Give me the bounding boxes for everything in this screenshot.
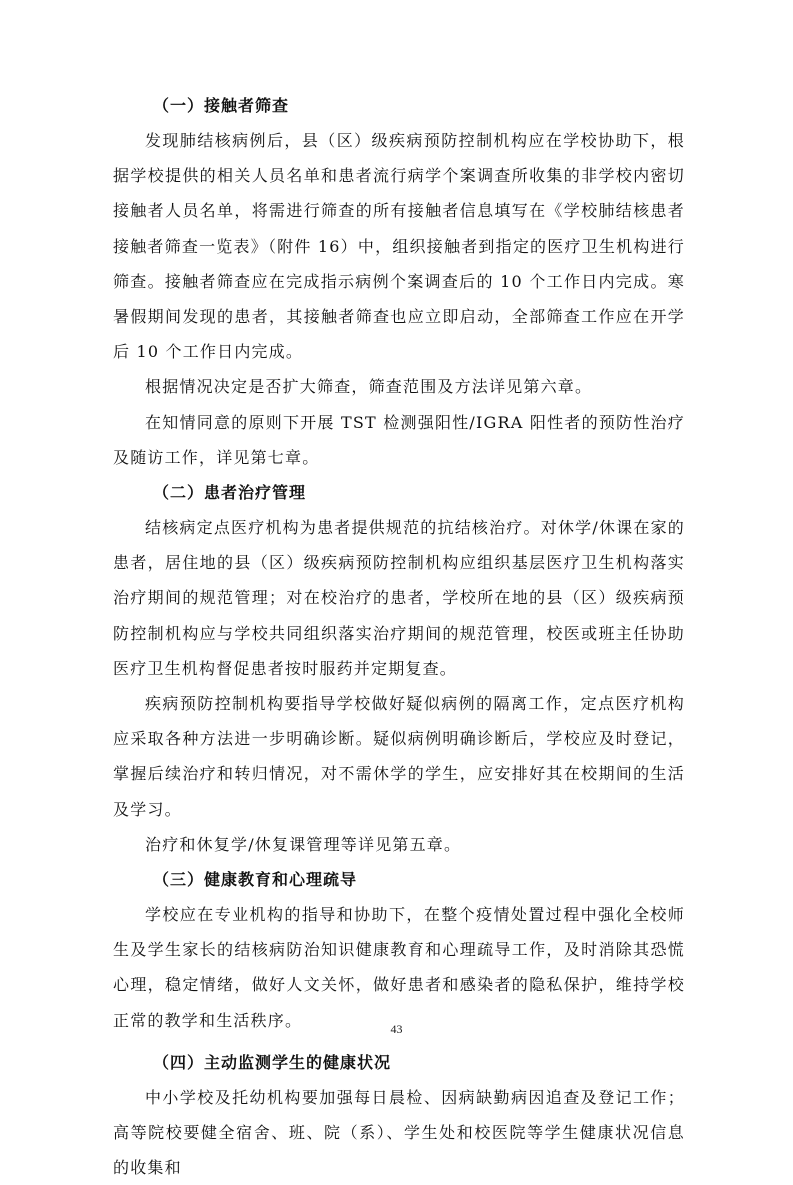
paragraph: 在知情同意的原则下开展 TST 检测强阳性/IGRA 阳性者的预防性治疗及随访工作，详见第七章。: [113, 412, 685, 467]
paragraph: 发现肺结核病例后，县（区）级疾病预防控制机构应在学校协助下，根据学校提供的相关人员名单和患者流行病学个案调查所收集的非学校内密切接触者人员名单，将需进行筛查的所有接触者信息填写在《学校肺结核患者接触者筛查一览表》（附件 16）中，组织接触者到指定的医疗卫生机构进行筛查。接触者筛查应在完成指示病例个案调查后的 10 个工作日内完成。寒暑假期间发现的患者，其接触者筛查也应立即启动，全部筛查工作应在开学后 10 个工作日内完成。: [113, 131, 685, 362]
section-contact-screening: [113, 88, 685, 475]
paragraph: 根据情况决定是否扩大筛查，筛查范围及方法详见第六章。: [145, 377, 593, 397]
paragraph: 中小学校及托幼机构要加强每日晨检、因病缺勤病因追查及登记工作；高等院校要健全宿舍、班、院（系）、学生处和校医院等学生健康状况信息的收集和: [113, 1087, 685, 1178]
section-heading: （三）健康教育和心理疏导: [153, 870, 358, 890]
section-heading: （一）接触者筛查: [153, 96, 290, 115]
section-heading: （二）患者治疗管理: [153, 483, 307, 503]
section-health-education: [113, 862, 685, 1038]
section-patient-treatment: [113, 475, 685, 862]
page-body: [113, 88, 685, 1185]
spacer: [113, 1038, 685, 1045]
section-health-monitoring: [113, 1045, 685, 1185]
paragraph: 结核病定点医疗机构为患者提供规范的抗结核治疗。对休学/休课在家的患者，居住地的县（区）级疾病预防控制机构应组织基层医疗卫生机构落实治疗期间的规范管理；对在校治疗的患者，学校所在地的县（区）级疾病预防控制机构应与学校共同组织落实治疗期间的规范管理，校医或班主任协助医疗卫生机构督促患者按时服药并定期复查。: [113, 518, 685, 678]
paragraph: 疾病预防控制机构要指导学校做好疑似病例的隔离工作，定点医疗机构应采取各种方法进一步明确诊断。疑似病例明确诊断后，学校应及时登记，掌握后续治疗和转归情况，对不需休学的学生，应安排好其在校期间的生活及学习。: [113, 694, 685, 819]
paragraph: 治疗和休复学/休复课管理等详见第五章。: [145, 834, 462, 854]
page-number: 43: [390, 1022, 403, 1036]
section-heading: （四）主动监测学生的健康状况: [153, 1052, 392, 1072]
paragraph: 学校应在专业机构的指导和协助下，在整个疫情处置过程中强化全校师生及学生家长的结核病防治知识健康教育和心理疏导工作，及时消除其恐慌心理，稳定情绪，做好人文关怀，做好患者和感染者的隐私保护，维持学校正常的教学和生活秩序。: [113, 905, 685, 1030]
